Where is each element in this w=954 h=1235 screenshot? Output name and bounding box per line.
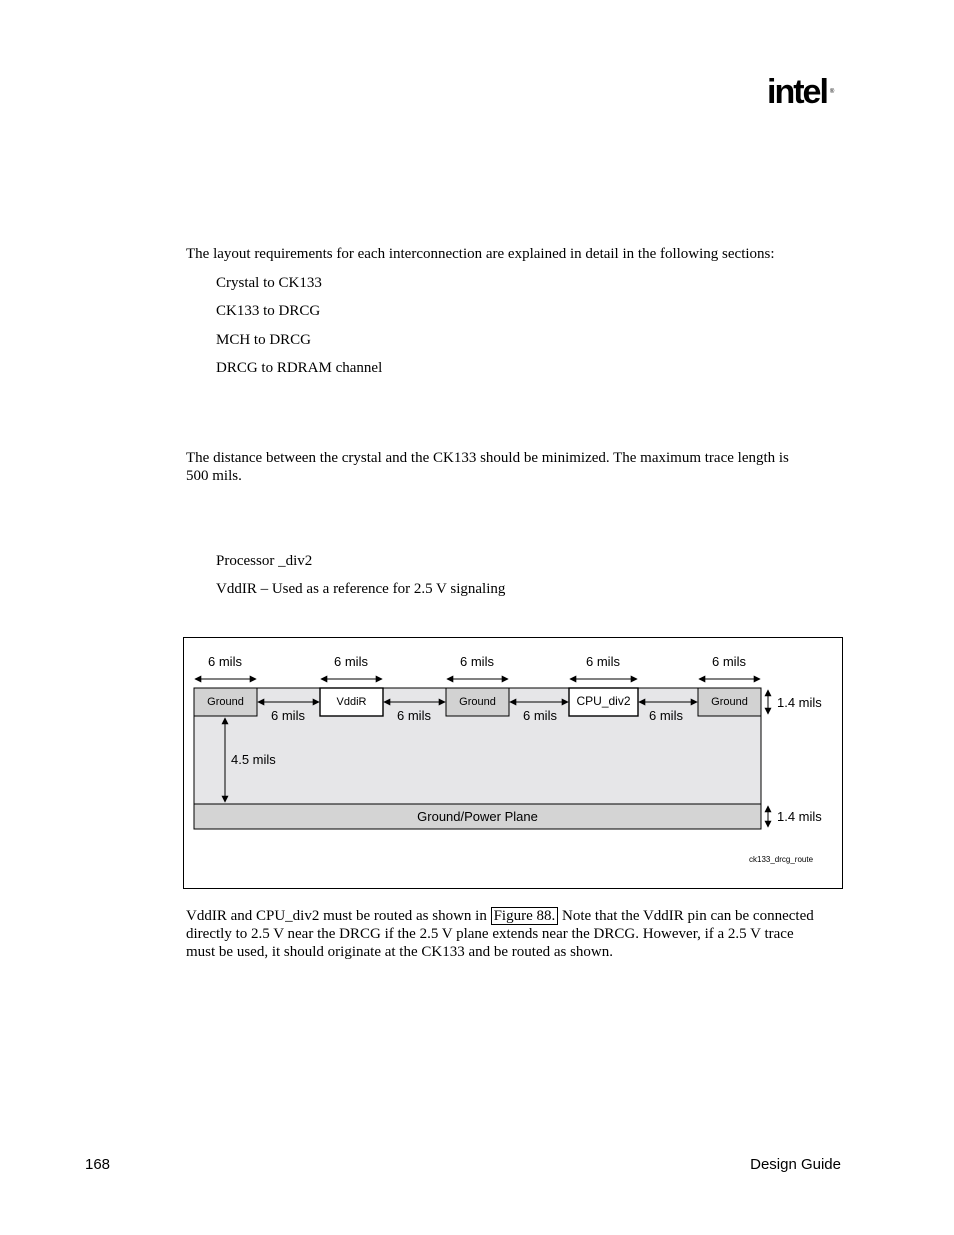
list-item: MCH to DRCG: [216, 332, 312, 348]
thickness-label: 1.4 mils: [777, 695, 822, 710]
width-label: 6 mils: [334, 654, 368, 669]
figure-id: ck133_drcg_route: [749, 855, 814, 864]
crystal-paragraph-line2: 500 mils.: [186, 468, 242, 484]
registered-mark: ®: [829, 89, 835, 95]
trace-label: Ground: [207, 696, 244, 708]
figure-88-link[interactable]: Figure 88.: [491, 907, 559, 925]
doc-title: Design Guide: [750, 1156, 841, 1173]
routing-paragraph-line3: must be used, it should originate at the CK133 and be routed as shown.: [186, 944, 614, 960]
crystal-paragraph-line1: The distance between the crystal and the CK133 should be minimized. The maximum trace length is: [186, 450, 789, 466]
intro-paragraph: The layout requirements for each interconnection are explained in detail in the following sections:: [186, 246, 775, 262]
gap-label: 6 mils: [649, 708, 683, 723]
list-item: Crystal to CK133: [216, 275, 322, 291]
page-number: 168: [85, 1156, 111, 1173]
trace-label: VddiR: [336, 696, 367, 708]
text-span: VddIR and CPU_div2 must be routed as shown in: [186, 908, 487, 924]
width-label: 6 mils: [712, 654, 746, 669]
thickness-label: 1.4 mils: [777, 809, 822, 824]
routing-paragraph-line1: [186, 907, 814, 925]
list-item: Processor _div2: [216, 553, 313, 569]
routing-paragraph-line2: directly to 2.5 V near the DRCG if the 2.5 V plane extends near the DRCG. However, if a 2.5 V trace: [186, 926, 794, 942]
text-span: Note that the VddIR pin can be connected: [562, 908, 814, 924]
height-label: 4.5 mils: [231, 752, 276, 767]
width-label: 6 mils: [586, 654, 620, 669]
width-label: 6 mils: [460, 654, 494, 669]
trace-label: Ground: [711, 696, 748, 708]
trace-label: CPU_div2: [576, 694, 631, 708]
list-item: CK133 to DRCG: [216, 303, 321, 319]
logo-text: intel: [767, 73, 827, 111]
list-item: DRCG to RDRAM channel: [216, 360, 383, 376]
trace-label: Ground: [459, 696, 496, 708]
gap-label: 6 mils: [523, 708, 557, 723]
width-label: 6 mils: [208, 654, 242, 669]
gap-label: 6 mils: [397, 708, 431, 723]
plane-label: Ground/Power Plane: [417, 809, 538, 824]
list-item: VddIR – Used as a reference for 2.5 V signaling: [216, 581, 506, 597]
gap-label: 6 mils: [271, 708, 305, 723]
